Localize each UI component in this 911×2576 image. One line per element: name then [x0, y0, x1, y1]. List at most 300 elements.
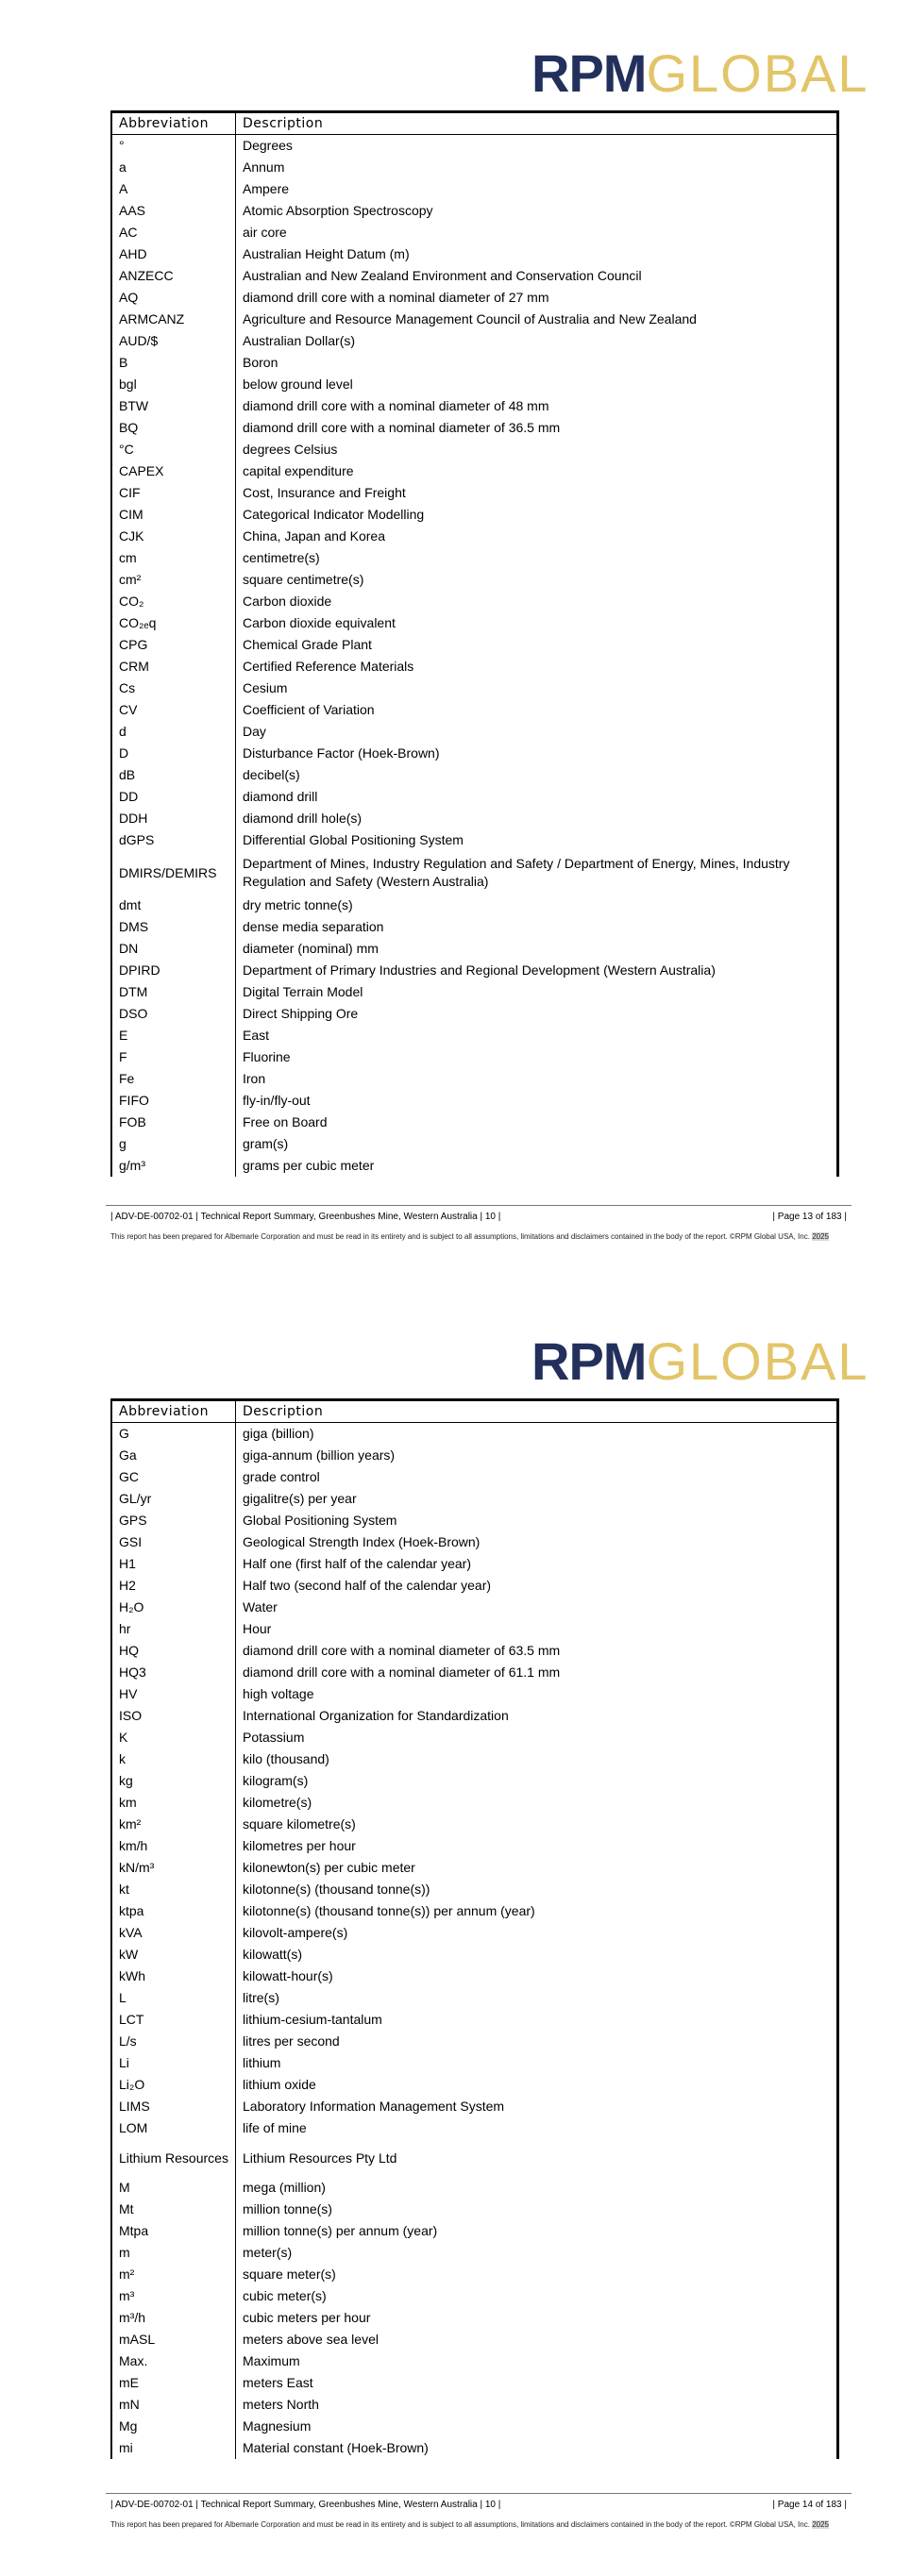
table-row	[112, 460, 836, 482]
table-row	[112, 1531, 836, 1553]
description-cell: litres per second	[243, 2033, 340, 2049]
table-row	[112, 1090, 836, 1112]
abbreviation-cell: k	[112, 1748, 236, 1770]
description-cell: Material constant (Hoek-Brown)	[243, 2440, 429, 2455]
description-cell: Day	[243, 724, 266, 739]
footer-doc-ref: | ADV-DE-00702-01 | Technical Report Summary, Greenbushes Mine, Western Australia | 10 |	[110, 1212, 501, 1222]
footer-disclaimer: This report has been prepared for Albemarle Corporation and must be read in its entirety and is subject to all assumptions, limitations and disclaimers contained in the body of the report. ©RPM Global USA, Inc. 2025	[110, 2520, 829, 2529]
table-row	[112, 1987, 836, 2009]
table-row	[112, 1922, 836, 1944]
description-cell: diamond drill core with a nominal diameter of 36.5 mm	[243, 420, 561, 435]
table-row	[112, 829, 836, 851]
abbreviation-cell: DSO	[112, 1003, 236, 1025]
abbreviation-cell: B	[112, 352, 236, 374]
description-cell: below ground level	[243, 376, 353, 392]
description-cell: giga-annum (billion years)	[243, 1447, 396, 1463]
description-cell: kilovolt-ampere(s)	[243, 1925, 348, 1940]
table-row	[112, 547, 836, 569]
description-cell: Lithium Resources Pty Ltd	[243, 2149, 397, 2166]
description-cell: East	[243, 1028, 270, 1043]
description-cell: Annum	[243, 159, 285, 175]
abbreviation-cell: HQ3	[112, 1662, 236, 1683]
description-cell: meters East	[243, 2375, 313, 2390]
table-body	[112, 135, 836, 1177]
table-body	[112, 1423, 836, 2459]
description-cell: diamond drill core with a nominal diameter of 27 mm	[243, 290, 549, 305]
table-row	[112, 504, 836, 526]
table-row	[112, 2372, 836, 2394]
table-row	[112, 1900, 836, 1922]
description-cell: lithium oxide	[243, 2077, 316, 2092]
abbreviation-cell: DD	[112, 786, 236, 808]
abbreviation-cell: FIFO	[112, 1090, 236, 1112]
table-header	[112, 1401, 836, 1423]
description-cell: air core	[243, 225, 287, 240]
table-row	[112, 2329, 836, 2350]
description-cell: lithium	[243, 2055, 281, 2070]
description-cell: Australian and New Zealand Environment and Conservation Council	[243, 268, 642, 283]
table-row	[112, 1965, 836, 1987]
description-cell: gram(s)	[243, 1136, 289, 1151]
table-row	[112, 656, 836, 677]
footer-doc-ref: | ADV-DE-00702-01 | Technical Report Summary, Greenbushes Mine, Western Australia | 10 |	[110, 2500, 501, 2510]
description-cell: centimetre(s)	[243, 550, 320, 565]
table-row	[112, 1748, 836, 1770]
table-row	[112, 612, 836, 634]
abbreviation-cell: H2	[112, 1575, 236, 1597]
table-row	[112, 2437, 836, 2459]
table-row	[112, 1068, 836, 1090]
abbreviation-cell: CIF	[112, 482, 236, 504]
description-cell: China, Japan and Korea	[243, 528, 385, 544]
table-row	[112, 2139, 836, 2177]
description-cell: diamond drill core with a nominal diameter of 63.5 mm	[243, 1643, 561, 1658]
abbreviation-cell: CO₂ₑq	[112, 612, 236, 634]
abbreviation-cell: Cs	[112, 677, 236, 699]
table-row	[112, 1025, 836, 1046]
table-row	[112, 1597, 836, 1618]
abbreviation-cell: LIMS	[112, 2096, 236, 2117]
abbreviation-cell: cm	[112, 547, 236, 569]
description-cell: International Organization for Standardization	[243, 1708, 509, 1723]
abbreviation-cell: GL/yr	[112, 1488, 236, 1510]
description-cell: Disturbance Factor (Hoek-Brown)	[243, 745, 440, 761]
description-cell: Fluorine	[243, 1049, 291, 1064]
table-row	[112, 2220, 836, 2242]
abbreviation-cell: DPIRD	[112, 960, 236, 981]
description-cell: decibel(s)	[243, 767, 300, 782]
description-cell: Department of Mines, Industry Regulation and Safety / Department of Energy, Mines, Industry Regulation and Safety (Western Australia)	[243, 856, 790, 889]
abbreviation-cell: km/h	[112, 1835, 236, 1857]
description-cell: square centimetre(s)	[243, 572, 364, 587]
description-cell: kilotonne(s) (thousand tonne(s))	[243, 1882, 430, 1897]
table-row	[112, 569, 836, 591]
table-row	[112, 916, 836, 938]
table-row	[112, 764, 836, 786]
abbreviation-cell: DMIRS/DEMIRS	[112, 851, 236, 895]
description-cell: square kilometre(s)	[243, 1816, 356, 1832]
header-description: Description	[243, 116, 324, 131]
table-row	[112, 1488, 836, 1510]
table-row	[112, 1770, 836, 1792]
table-row	[112, 374, 836, 395]
description-cell: dry metric tonne(s)	[243, 897, 353, 912]
table-row	[112, 1857, 836, 1879]
table-row	[112, 243, 836, 265]
table-row	[112, 721, 836, 743]
abbreviation-cell: F	[112, 1046, 236, 1068]
table-row	[112, 1835, 836, 1857]
abbreviation-cell: ANZECC	[112, 265, 236, 287]
table-row	[112, 699, 836, 721]
table-row	[112, 222, 836, 243]
table-row	[112, 1510, 836, 1531]
description-cell: kilometres per hour	[243, 1838, 356, 1853]
table-row	[112, 1112, 836, 1133]
abbreviation-cell: dB	[112, 764, 236, 786]
description-cell: Geological Strength Index (Hoek-Brown)	[243, 1534, 481, 1549]
table-row	[112, 1814, 836, 1835]
abbreviation-cell: DTM	[112, 981, 236, 1003]
description-cell: Cesium	[243, 680, 288, 695]
abbreviation-cell: GC	[112, 1466, 236, 1488]
table-row	[112, 1640, 836, 1662]
abbreviation-cell: °	[112, 135, 236, 157]
abbreviation-cell: AQ	[112, 287, 236, 309]
description-cell: grade control	[243, 1469, 320, 1484]
table-row	[112, 960, 836, 981]
abbreviation-cell: M	[112, 2177, 236, 2199]
abbreviation-cell: L/s	[112, 2031, 236, 2052]
table-row	[112, 526, 836, 547]
abbreviation-cell: DDH	[112, 808, 236, 829]
description-cell: Agriculture and Resource Management Council of Australia and New Zealand	[243, 311, 697, 326]
abbreviation-cell: A	[112, 178, 236, 200]
table-row	[112, 677, 836, 699]
table-row	[112, 2031, 836, 2052]
abbreviation-cell: kN/m³	[112, 1857, 236, 1879]
description-cell: kilometre(s)	[243, 1795, 312, 1810]
abbreviation-cell: m	[112, 2242, 236, 2264]
abbreviation-cell: g	[112, 1133, 236, 1155]
description-cell: mega (million)	[243, 2180, 326, 2195]
description-cell: meter(s)	[243, 2245, 293, 2260]
table-row	[112, 395, 836, 417]
table-row	[112, 1683, 836, 1705]
description-cell: Differential Global Positioning System	[243, 832, 464, 847]
description-cell: Laboratory Information Management System	[243, 2099, 505, 2114]
abbreviation-cell: mASL	[112, 2329, 236, 2350]
description-cell: kilo (thousand)	[243, 1751, 329, 1766]
description-cell: cubic meters per hour	[243, 2310, 371, 2325]
abbreviation-cell: dmt	[112, 895, 236, 916]
table-row	[112, 1466, 836, 1488]
table-row	[112, 1727, 836, 1748]
table-row	[112, 851, 836, 895]
abbreviation-cell: Mtpa	[112, 2220, 236, 2242]
table-row	[112, 743, 836, 764]
description-cell: diamond drill core with a nominal diameter of 61.1 mm	[243, 1664, 561, 1680]
description-cell: litre(s)	[243, 1990, 279, 2005]
table-row	[112, 352, 836, 374]
abbreviation-cell: K	[112, 1727, 236, 1748]
abbreviation-cell: GPS	[112, 1510, 236, 1531]
table-row	[112, 1944, 836, 1965]
description-cell: Magnesium	[243, 2418, 312, 2434]
description-cell: Department of Primary Industries and Regional Development (Western Australia)	[243, 962, 716, 978]
footer-divider	[106, 1205, 852, 1206]
table-row	[112, 1445, 836, 1466]
abbreviation-cell: kW	[112, 1944, 236, 1965]
description-cell: diamond drill	[243, 789, 318, 804]
table-row	[112, 1155, 836, 1177]
abbreviation-cell: HV	[112, 1683, 236, 1705]
table-row	[112, 634, 836, 656]
description-cell: gigalitre(s) per year	[243, 1491, 357, 1506]
table-row	[112, 309, 836, 330]
abbreviation-cell: CJK	[112, 526, 236, 547]
table-row	[112, 157, 836, 178]
abbreviation-cell: °C	[112, 439, 236, 460]
description-cell: Hour	[243, 1621, 272, 1636]
description-cell: lithium-cesium-tantalum	[243, 2012, 382, 2027]
table-row	[112, 895, 836, 916]
table-row	[112, 1553, 836, 1575]
table-row	[112, 2177, 836, 2199]
abbreviation-cell: DMS	[112, 916, 236, 938]
footer-disclaimer: This report has been prepared for Albemarle Corporation and must be read in its entirety and is subject to all assumptions, limitations and disclaimers contained in the body of the report. ©RPM Global USA, Inc. 2025	[110, 1232, 829, 1241]
description-cell: kilogram(s)	[243, 1773, 309, 1788]
abbreviation-cell: H1	[112, 1553, 236, 1575]
abbreviation-cell: ISO	[112, 1705, 236, 1727]
abbreviation-cell: ARMCANZ	[112, 309, 236, 330]
description-cell: Maximum	[243, 2353, 300, 2368]
table-row	[112, 2199, 836, 2220]
description-cell: kilowatt-hour(s)	[243, 1968, 333, 1983]
table-row	[112, 2117, 836, 2139]
description-cell: diamond drill hole(s)	[243, 811, 363, 826]
description-cell: Half two (second half of the calendar year)	[243, 1578, 492, 1593]
table-row	[112, 135, 836, 157]
description-cell: Certified Reference Materials	[243, 659, 414, 674]
abbreviation-cell: LCT	[112, 2009, 236, 2031]
abbreviation-cell: E	[112, 1025, 236, 1046]
abbreviation-cell: Mg	[112, 2416, 236, 2437]
abbreviation-cell: Max.	[112, 2350, 236, 2372]
abbreviation-cell: FOB	[112, 1112, 236, 1133]
description-cell: meters above sea level	[243, 2332, 379, 2347]
abbreviation-cell: AHD	[112, 243, 236, 265]
description-cell: diameter (nominal) mm	[243, 941, 379, 956]
abbreviation-cell: Li₂O	[112, 2074, 236, 2096]
abbreviation-cell: CV	[112, 699, 236, 721]
abbreviation-cell: kt	[112, 1879, 236, 1900]
description-cell: square meter(s)	[243, 2267, 336, 2282]
description-cell: Chemical Grade Plant	[243, 637, 372, 652]
description-cell: diamond drill core with a nominal diameter of 48 mm	[243, 398, 549, 413]
description-cell: Ampere	[243, 181, 290, 196]
table-row	[112, 1575, 836, 1597]
abbreviation-cell: km	[112, 1792, 236, 1814]
abbreviation-cell: BTW	[112, 395, 236, 417]
description-cell: fly-in/fly-out	[243, 1093, 311, 1108]
table-row	[112, 1618, 836, 1640]
footer-divider	[106, 2493, 852, 2494]
description-cell: cubic meter(s)	[243, 2288, 327, 2303]
description-cell: Boron	[243, 355, 278, 370]
description-cell: Carbon dioxide	[243, 594, 332, 609]
table-row	[112, 808, 836, 829]
abbreviation-cell: kWh	[112, 1965, 236, 1987]
abbreviation-table	[110, 1398, 839, 2459]
abbreviation-cell: Lithium Resources	[112, 2139, 236, 2177]
description-cell: Atomic Absorption Spectroscopy	[243, 203, 433, 218]
abbreviation-cell: mi	[112, 2437, 236, 2459]
abbreviation-cell: dGPS	[112, 829, 236, 851]
description-cell: kilowatt(s)	[243, 1947, 303, 1962]
footer-page-number: | Page 14 of 183 |	[772, 2500, 847, 2510]
abbreviation-cell: cm²	[112, 569, 236, 591]
table-row	[112, 2074, 836, 2096]
abbreviation-cell: mN	[112, 2394, 236, 2416]
abbreviation-cell: m²	[112, 2264, 236, 2285]
table-row	[112, 2009, 836, 2031]
description-cell: Carbon dioxide equivalent	[243, 615, 396, 630]
table-row	[112, 330, 836, 352]
table-row	[112, 439, 836, 460]
table-row	[112, 482, 836, 504]
description-cell: Free on Board	[243, 1114, 328, 1129]
abbreviation-cell: BQ	[112, 417, 236, 439]
table-row	[112, 1003, 836, 1025]
header-abbreviation: Abbreviation	[112, 1401, 236, 1422]
description-cell: Direct Shipping Ore	[243, 1006, 359, 1021]
description-cell: dense media separation	[243, 919, 384, 934]
abbreviation-cell: m³	[112, 2285, 236, 2307]
table-row	[112, 938, 836, 960]
abbreviation-cell: Mt	[112, 2199, 236, 2220]
abbreviation-cell: bgl	[112, 374, 236, 395]
abbreviation-cell: CAPEX	[112, 460, 236, 482]
table-row	[112, 1879, 836, 1900]
abbreviation-cell: AAS	[112, 200, 236, 222]
description-cell: million tonne(s)	[243, 2201, 332, 2216]
abbreviation-cell: mE	[112, 2372, 236, 2394]
description-cell: giga (billion)	[243, 1426, 314, 1441]
description-cell: Australian Dollar(s)	[243, 333, 356, 348]
abbreviation-cell: HQ	[112, 1640, 236, 1662]
table-row	[112, 200, 836, 222]
table-row	[112, 287, 836, 309]
table-row	[112, 1423, 836, 1445]
abbreviation-cell: ktpa	[112, 1900, 236, 1922]
abbreviation-cell: km²	[112, 1814, 236, 1835]
description-cell: Half one (first half of the calendar year)	[243, 1556, 472, 1571]
rpm-global-logo: RPMGLOBAL	[531, 1331, 869, 1391]
abbreviation-cell: L	[112, 1987, 236, 2009]
description-cell: Digital Terrain Model	[243, 984, 363, 999]
abbreviation-cell: m³/h	[112, 2307, 236, 2329]
footer-page-number: | Page 13 of 183 |	[772, 1212, 847, 1222]
abbreviation-table	[110, 110, 839, 1177]
description-cell: Potassium	[243, 1730, 305, 1745]
header-description: Description	[243, 1404, 324, 1419]
abbreviation-cell: D	[112, 743, 236, 764]
description-cell: Iron	[243, 1071, 266, 1086]
description-cell: high voltage	[243, 1686, 314, 1701]
table-row	[112, 2264, 836, 2285]
table-row	[112, 591, 836, 612]
table-row	[112, 1792, 836, 1814]
abbreviation-cell: CIM	[112, 504, 236, 526]
description-cell: grams per cubic meter	[243, 1158, 375, 1173]
abbreviation-cell: CRM	[112, 656, 236, 677]
abbreviation-cell: hr	[112, 1618, 236, 1640]
description-cell: degrees Celsius	[243, 442, 338, 457]
table-row	[112, 2394, 836, 2416]
description-cell: Water	[243, 1599, 278, 1614]
description-cell: capital expenditure	[243, 463, 354, 478]
abbreviation-cell: CPG	[112, 634, 236, 656]
table-row	[112, 2052, 836, 2074]
abbreviation-cell: G	[112, 1423, 236, 1445]
description-cell: Categorical Indicator Modelling	[243, 507, 425, 522]
description-cell: Australian Height Datum (m)	[243, 246, 410, 261]
description-cell: million tonne(s) per annum (year)	[243, 2223, 438, 2238]
description-cell: Global Positioning System	[243, 1513, 397, 1528]
table-row	[112, 786, 836, 808]
description-cell: Degrees	[243, 138, 293, 153]
description-cell: kilonewton(s) per cubic meter	[243, 1860, 415, 1875]
abbreviation-cell: DN	[112, 938, 236, 960]
table-row	[112, 1133, 836, 1155]
table-row	[112, 2350, 836, 2372]
table-row	[112, 2416, 836, 2437]
table-row	[112, 2307, 836, 2329]
header-abbreviation: Abbreviation	[112, 113, 236, 134]
table-row	[112, 1662, 836, 1683]
table-row	[112, 2096, 836, 2117]
abbreviation-cell: d	[112, 721, 236, 743]
table-row	[112, 1705, 836, 1727]
abbreviation-cell: AC	[112, 222, 236, 243]
table-row	[112, 417, 836, 439]
description-cell: Cost, Insurance and Freight	[243, 485, 406, 500]
abbreviation-cell: kg	[112, 1770, 236, 1792]
abbreviation-cell: Fe	[112, 1068, 236, 1090]
description-cell: kilotonne(s) (thousand tonne(s)) per annum (year)	[243, 1903, 535, 1918]
table-row	[112, 2242, 836, 2264]
abbreviation-cell: g/m³	[112, 1155, 236, 1177]
description-cell: meters North	[243, 2397, 319, 2412]
abbreviation-cell: AUD/$	[112, 330, 236, 352]
abbreviation-cell: LOM	[112, 2117, 236, 2139]
table-row	[112, 1046, 836, 1068]
table-row	[112, 265, 836, 287]
abbreviation-cell: GSI	[112, 1531, 236, 1553]
abbreviation-cell: H₂O	[112, 1597, 236, 1618]
description-cell: Coefficient of Variation	[243, 702, 375, 717]
abbreviation-cell: kVA	[112, 1922, 236, 1944]
abbreviation-cell: CO₂	[112, 591, 236, 612]
table-row	[112, 981, 836, 1003]
table-row	[112, 2285, 836, 2307]
table-row	[112, 178, 836, 200]
table-header	[112, 113, 836, 135]
description-cell: life of mine	[243, 2120, 307, 2135]
rpm-global-logo: RPMGLOBAL	[531, 43, 869, 103]
abbreviation-cell: Li	[112, 2052, 236, 2074]
